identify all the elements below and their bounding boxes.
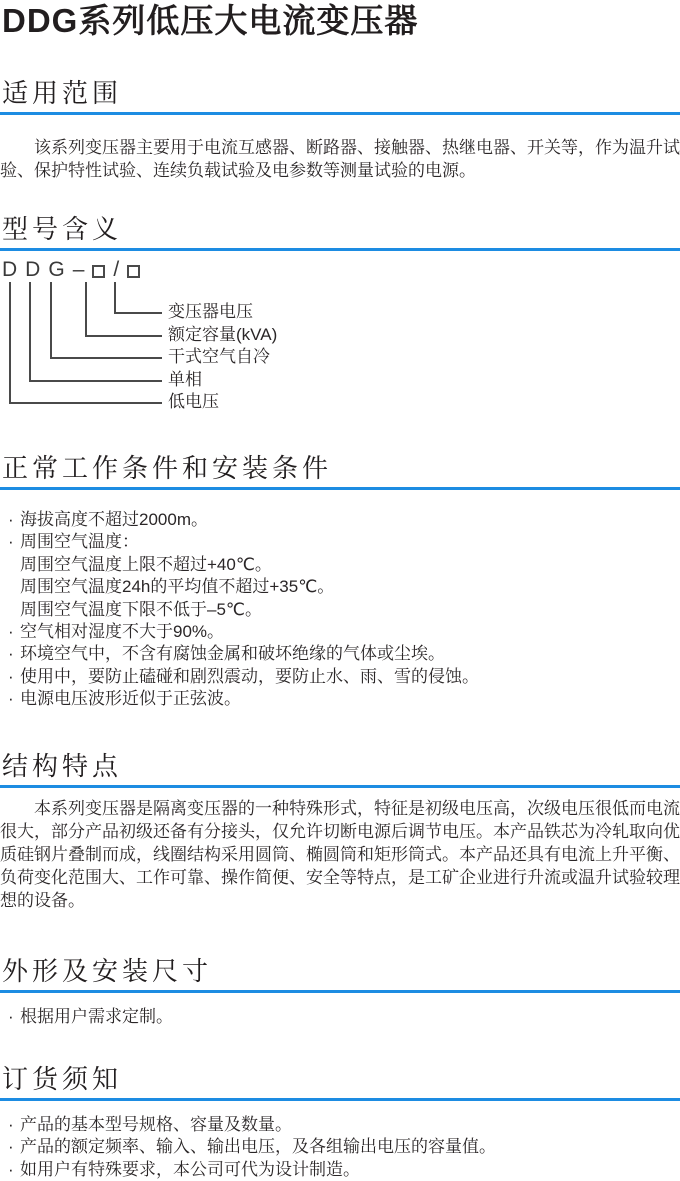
model-letter-d2: D [25, 258, 41, 281]
model-label-rated-capacity: 额定容量(kVA) [168, 325, 278, 344]
list-item [8, 621, 676, 643]
section-title-dimensions: 外形及安装尺寸 [2, 956, 213, 986]
model-slash: / [113, 258, 120, 281]
list-item-text: 海拔高度不超过2000m。 [20, 510, 208, 529]
list-item-text: 周围空气温度： [20, 532, 139, 552]
bullet-dot: · [8, 689, 14, 709]
model-label-low-voltage: 低电压 [168, 392, 219, 411]
dimensions-list [8, 1006, 676, 1028]
list-item-text: 周围空气温度上限不超过+40℃。 [20, 554, 272, 574]
model-label-dry-air-cooled: 干式空气自冷 [168, 347, 270, 366]
list-item-text: 环境空气中，不含有腐蚀金属和破坏绝缘的气体或尘埃。 [20, 644, 445, 664]
bullet-dot: · [8, 1115, 14, 1134]
bullet-dot [8, 599, 20, 621]
section-title-model: 型号含义 [2, 214, 123, 244]
bullet-dot: · [8, 1159, 14, 1179]
model-label-single-phase: 单相 [168, 370, 202, 389]
section-title-features: 结构特点 [2, 751, 123, 781]
list-item [8, 688, 676, 710]
section-header-model [0, 214, 680, 251]
connector-line [114, 312, 162, 314]
list-item-text: 周围空气温度下限不低于–5℃。 [20, 599, 263, 619]
model-code-string [2, 258, 140, 282]
bullet-dot: · [8, 1137, 14, 1157]
list-item-text: 如用户有特殊要求，本公司可代为设计制造。 [20, 1159, 360, 1179]
model-voltage-placeholder-box [127, 265, 140, 278]
bullet-dot [8, 576, 20, 598]
list-item [8, 1006, 676, 1028]
scope-paragraph: 该系列变压器主要用于电流互感器、断路器、接触器、热继电器、开关等，作为温升试验、保护特性试验、连续负载试验及电参数等测量试验的电源。 [0, 138, 680, 180]
conditions-list [8, 509, 676, 711]
model-capacity-placeholder-box [92, 265, 105, 278]
model-letter-d1: D [2, 258, 18, 281]
section-header-scope [0, 78, 680, 115]
bullet-dot: · [8, 666, 14, 686]
model-label-transformer-voltage: 变压器电压 [168, 302, 253, 321]
list-item-text: 产品的基本型号规格、容量及数量。 [20, 1115, 292, 1134]
list-item-text: 空气相对湿度不大于90%。 [20, 622, 225, 642]
bullet-dot: · [8, 510, 14, 529]
connector-line [50, 282, 52, 357]
bullet-dot: · [8, 622, 14, 642]
list-item [8, 666, 676, 688]
list-item-text: 使用中，要防止磕碰和剧烈震动，要防止水、雨、雪的侵蚀。 [20, 666, 479, 686]
section-title-conditions: 正常工作条件和安装条件 [2, 453, 333, 483]
bullet-dot: · [8, 532, 14, 552]
ordering-list [8, 1114, 676, 1181]
list-item [8, 1136, 676, 1158]
list-item [8, 1114, 676, 1136]
list-item [8, 643, 676, 665]
model-letter-g: G [48, 258, 65, 281]
section-header-ordering [0, 1064, 680, 1101]
model-dash: – [72, 258, 85, 281]
connector-line [50, 357, 162, 359]
section-title-ordering: 订货须知 [2, 1064, 123, 1094]
list-item [8, 531, 676, 553]
connector-line [85, 335, 162, 337]
list-item [8, 1159, 676, 1181]
page-title: DDG系列低压大电流变压器 [2, 2, 419, 39]
bullet-dot: · [8, 644, 14, 664]
section-header-features [0, 751, 680, 788]
connector-line [85, 282, 87, 335]
connector-line [114, 282, 116, 312]
list-item-text: 周围空气温度24h的平均值不超过+35℃。 [20, 577, 335, 597]
connector-line [9, 402, 162, 404]
connector-line [29, 282, 31, 380]
connector-line [29, 380, 162, 382]
section-header-conditions [0, 453, 680, 490]
model-code-diagram [2, 258, 678, 418]
section-title-scope: 适用范围 [2, 78, 123, 108]
list-item [8, 509, 676, 531]
bullet-dot: · [8, 1007, 14, 1026]
list-item-text: 产品的额定频率、输入、输出电压，及各组输出电压的容量值。 [20, 1137, 496, 1157]
section-header-dimensions [0, 956, 680, 993]
list-item [8, 576, 676, 598]
features-paragraph: 本系列变压器是隔离变压器的一种特殊形式，特征是初级电压高，次级电压很低而电流很大，部分产品初级还备有分接头，仅允许切断电源后调节电压。本产品铁芯为冷轧取向优质硅钢片叠制而成，线圈结构采用圆筒、椭圆筒和矩形筒式。本产品还具有电流上升平衡、负荷变化范围大、工作可靠、操作简便、安全等特点，是工矿企业进行升流或温升试验较理想的设备。 [0, 799, 680, 910]
list-item [8, 554, 676, 576]
list-item [8, 599, 676, 621]
list-item-text: 电源电压波形近似于正弦波。 [20, 689, 241, 709]
connector-line [9, 282, 11, 402]
list-item-text: 根据用户需求定制。 [20, 1007, 173, 1026]
bullet-dot [8, 554, 20, 576]
